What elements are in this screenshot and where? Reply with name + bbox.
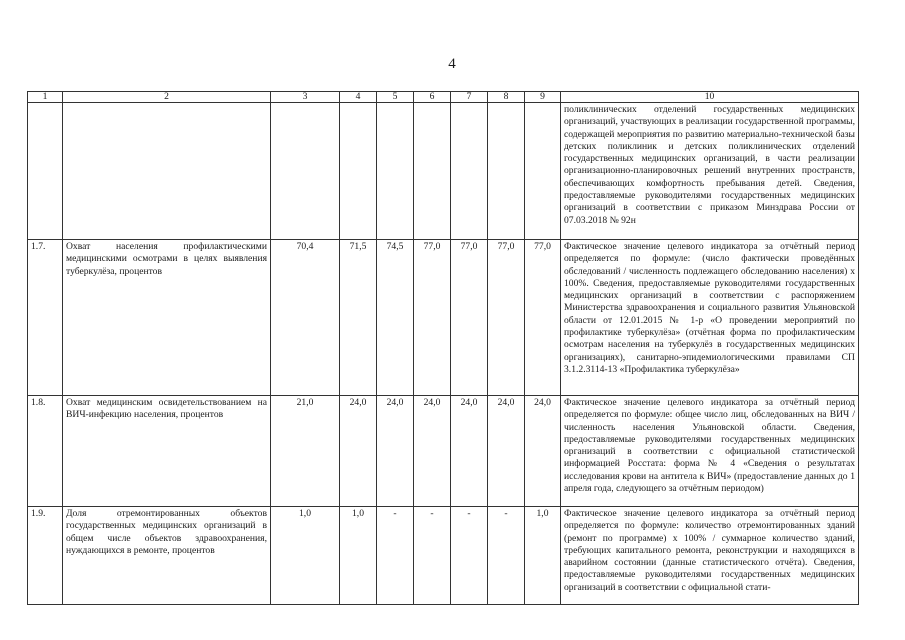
table-row	[28, 103, 859, 240]
value-cell: 71,5	[340, 240, 377, 396]
value-cell	[271, 103, 340, 240]
col-header-8: 8	[488, 92, 525, 103]
value-cell: 77,0	[525, 240, 561, 396]
value-cell: 1,0	[340, 507, 377, 605]
value-cell: -	[377, 507, 414, 605]
col-header-5: 5	[377, 92, 414, 103]
page-number: 4	[448, 56, 457, 72]
value-cell: 21,0	[271, 396, 340, 507]
value-cell: 77,0	[488, 240, 525, 396]
col-header-4: 4	[340, 92, 377, 103]
table-row	[28, 507, 859, 605]
value-cell: 24,0	[525, 396, 561, 507]
value-cell: 24,0	[451, 396, 488, 507]
value-cell	[377, 103, 414, 240]
indicator-description: Фактическое значение целевого индикатора за отчётный период определяется по формуле: количество отремонтированных зданий (ремонт по программе) x 100% / суммарное количество зданий, требующих капитального ремонта, реконструкции и находящихся в аварийном состоянии (данные статистического отчёта). Сведения, предоставляемые руководителями государственных медицинских организаций в соответствии с официальной стати-	[561, 507, 859, 605]
value-cell: -	[488, 507, 525, 605]
indicator-name: Охват медицинским освидетельствованием на ВИЧ-инфекцию населения, процентов	[63, 396, 271, 507]
value-cell: 74,5	[377, 240, 414, 396]
indicator-description: Фактическое значение целевого индикатора за отчётный период определяется по формуле: (число фактически проведённых обследований / численность подлежащего обследованию населения) x 100%. Сведения, предоставляемые руководителями государственных медицинских организаций в соответствии с распоряжением Министерства здравоохранения и социального развития Ульяновской области от 12.01.2015 № 1-р «О проведении мероприятий по профилактике туберкулёза» (отчётная форма по профилактическим осмотрам населения на туберкулёз в государственных медицинских организациях), санитарно-эпидемиологическими правилами СП 3.1.2.3114-13 «Профилактика туберкулёза»	[561, 240, 859, 396]
indicators-table	[27, 91, 859, 605]
table-row	[28, 240, 859, 396]
value-cell: 1,0	[271, 507, 340, 605]
col-header-10: 10	[561, 92, 859, 103]
indicator-description: поликлинических отделений государственных медицинских организаций, участвующих в реализации государственной программы, содержащей мероприятия по развитию материально-технической базы детских поликлиник и детских поликлинических отделений государственных медицинских организаций, в части реализации организационно-планировочных решений внутренних пространств, обеспечивающих комфортность пребывания детей. Сведения, предоставляемые руководителями государственных медицинских организаций в соответствии с приказом Минздрава России от 07.03.2018 № 92н	[561, 103, 859, 240]
row-number: 1.9.	[28, 507, 63, 605]
value-cell: 77,0	[451, 240, 488, 396]
indicator-description: Фактическое значение целевого индикатора за отчётный период определяется по формуле: общее число лиц, обследованных на ВИЧ / численность населения Ульяновской области. Сведения, предоставляемые руководителями государственных медицинских организаций в соответствии с официальной статистической информацией Росстата: форма № 4 «Сведения о результатах исследования крови на антитела к ВИЧ» (предоставление данных до 1 апреля года, следующего за отчётным периодом)	[561, 396, 859, 507]
col-header-6: 6	[414, 92, 451, 103]
value-cell: 77,0	[414, 240, 451, 396]
value-cell	[525, 103, 561, 240]
value-cell: 24,0	[340, 396, 377, 507]
row-number	[28, 103, 63, 240]
value-cell	[414, 103, 451, 240]
indicator-name	[63, 103, 271, 240]
value-cell: 24,0	[377, 396, 414, 507]
indicator-name: Охват населения профилактическими медицинскими осмотрами в целях выявления туберкулёза, процентов	[63, 240, 271, 396]
value-cell	[340, 103, 377, 240]
value-cell: -	[451, 507, 488, 605]
value-cell: 24,0	[488, 396, 525, 507]
row-number: 1.7.	[28, 240, 63, 396]
table-row	[28, 396, 859, 507]
value-cell: 70,4	[271, 240, 340, 396]
value-cell	[488, 103, 525, 240]
col-header-1: 1	[28, 92, 63, 103]
value-cell	[451, 103, 488, 240]
col-header-2: 2	[63, 92, 271, 103]
col-header-3: 3	[271, 92, 340, 103]
header-row	[28, 92, 859, 103]
value-cell: -	[414, 507, 451, 605]
value-cell: 24,0	[414, 396, 451, 507]
row-number: 1.8.	[28, 396, 63, 507]
value-cell: 1,0	[525, 507, 561, 605]
indicator-name: Доля отремонтированных объектов государственных медицинских организаций в общем числе объектов здравоохранения, нуждающихся в ремонте, процентов	[63, 507, 271, 605]
col-header-9: 9	[525, 92, 561, 103]
col-header-7: 7	[451, 92, 488, 103]
